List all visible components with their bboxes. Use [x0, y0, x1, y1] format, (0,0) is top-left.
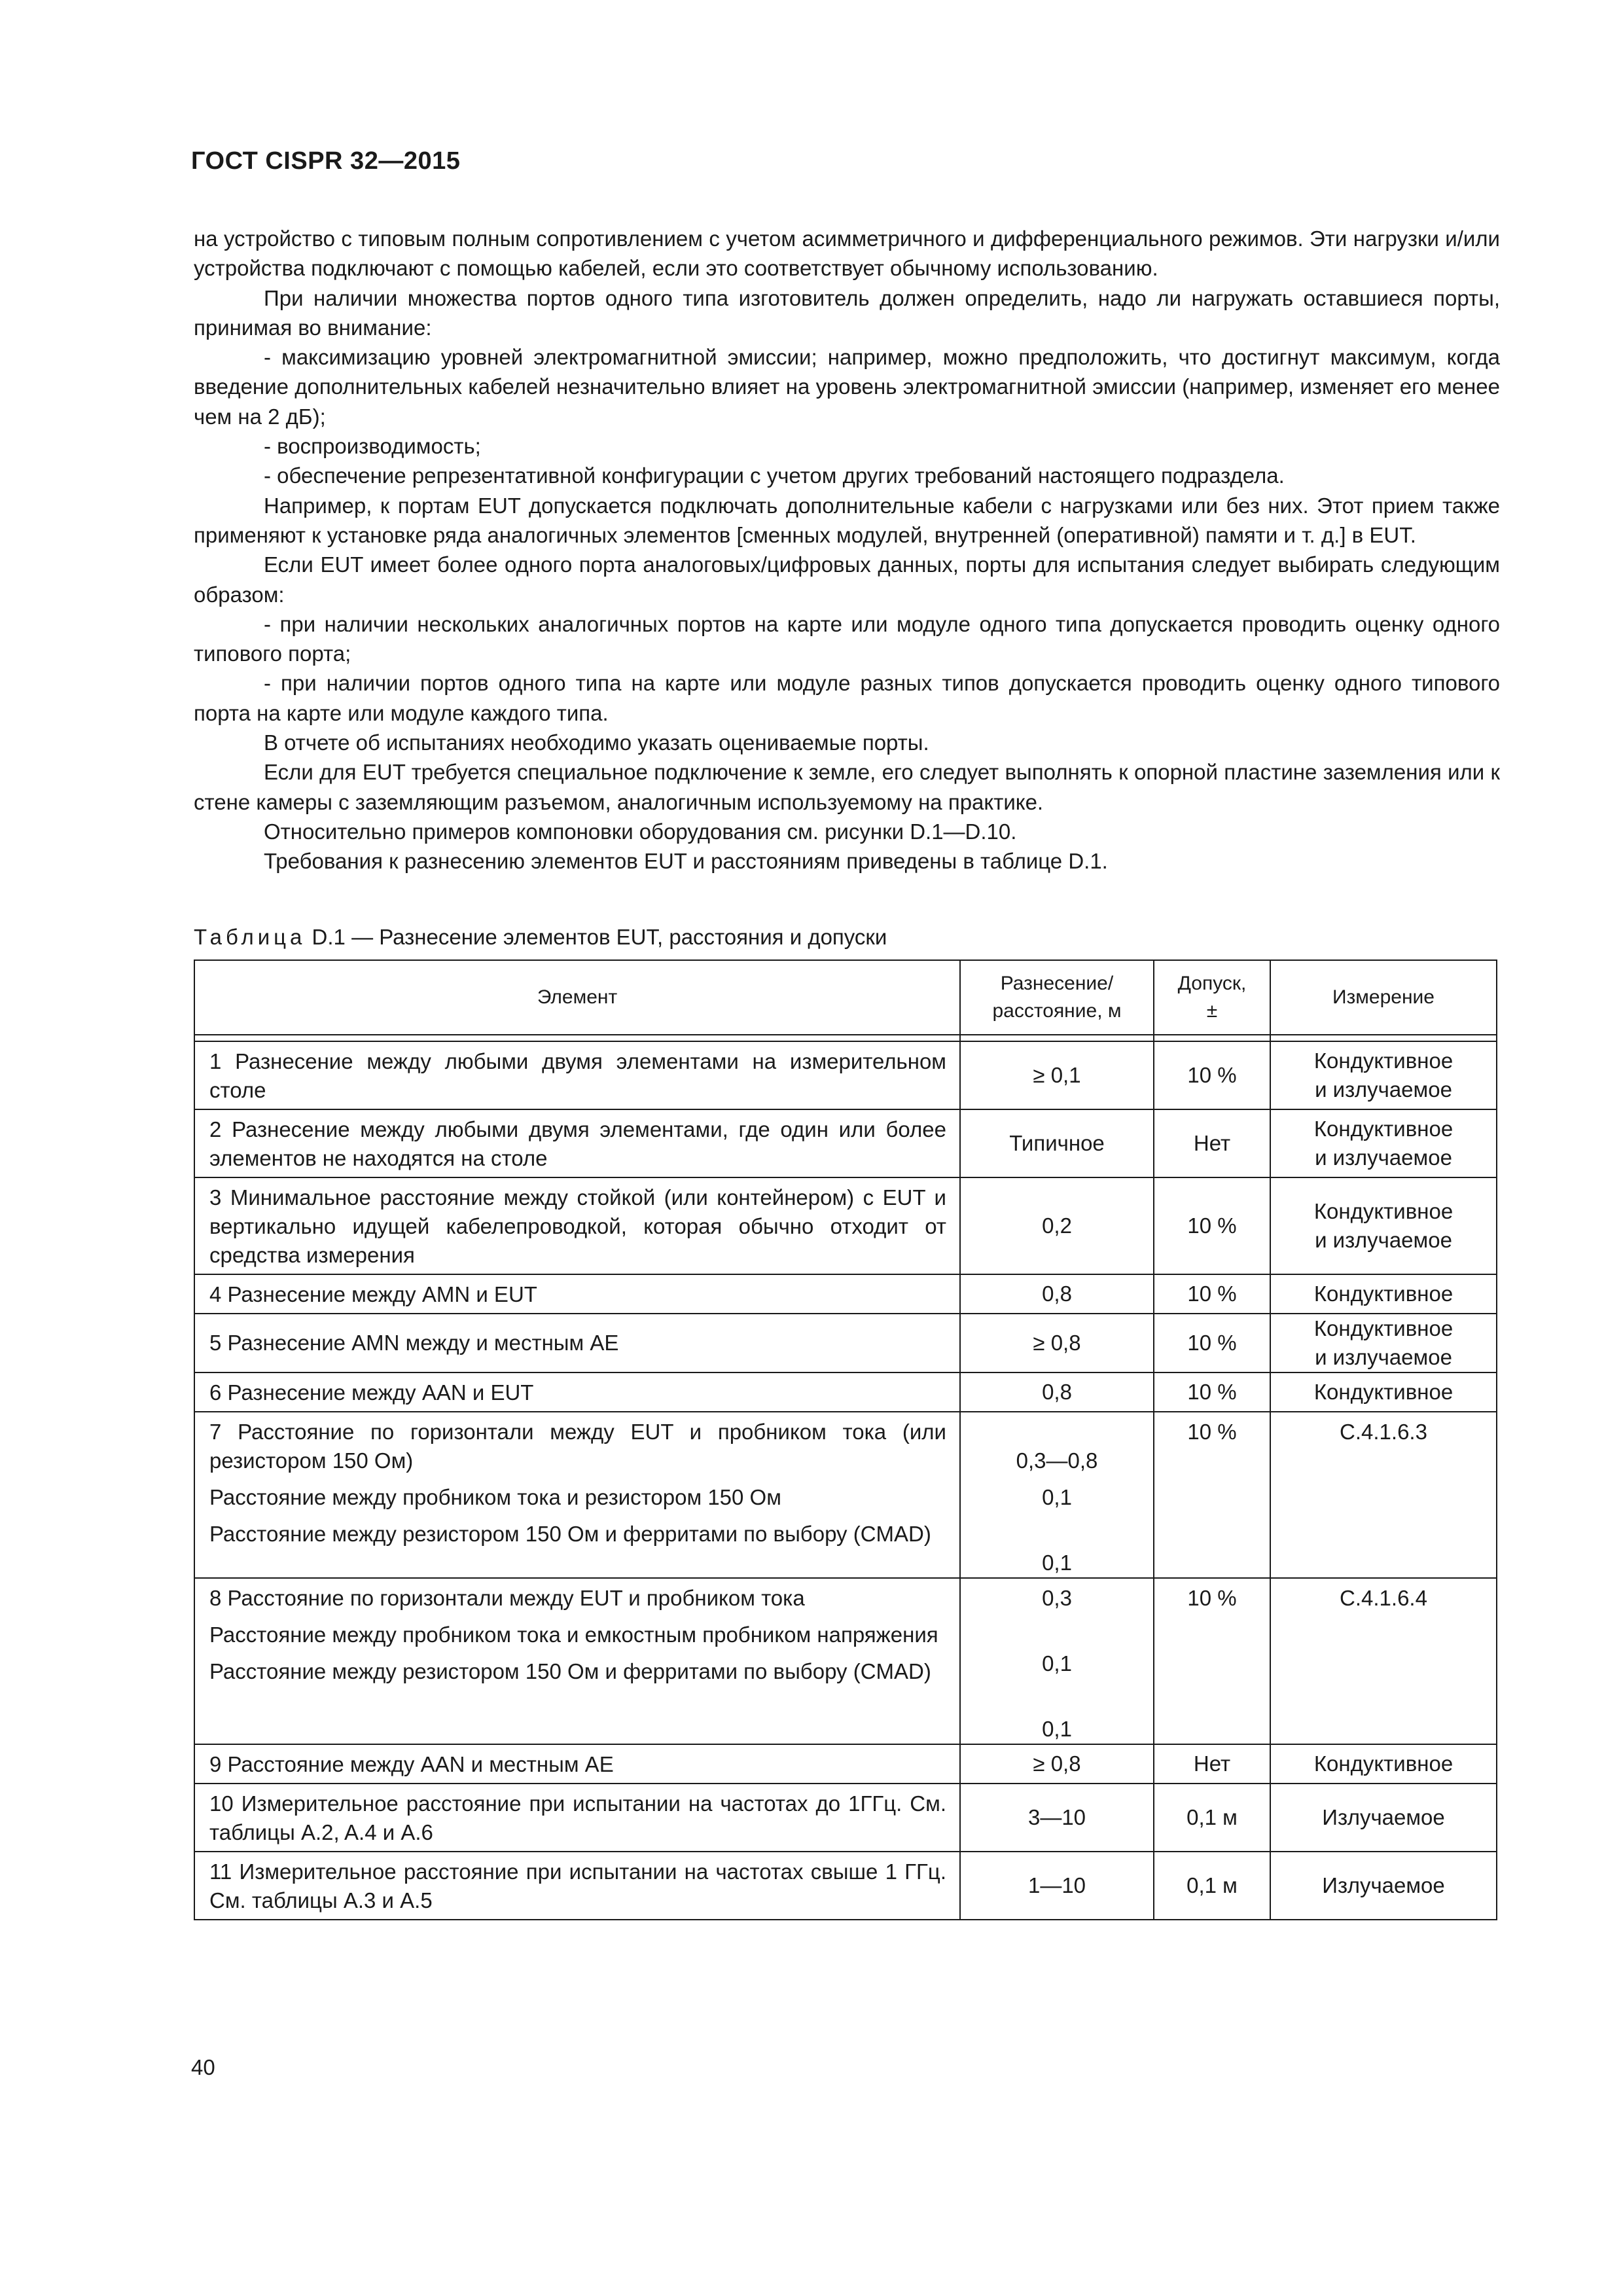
header-distance: Разнесение/ расстояние, м [960, 960, 1154, 1035]
cell-tolerance: 10 % [1154, 1274, 1270, 1314]
table-caption-label: Таблица [194, 925, 306, 949]
paragraph: Например, к портам EUT допускается подключать дополнительные кабели с нагрузками или без них. Этот прием также применяют к установке ряда аналогичных элементов [сменных модулей, внутренней (оперативной) памяти и т. д.] в EUT. [194, 493, 1500, 547]
paragraph: В отчете об испытаниях необходимо указать оцениваемые порты. [264, 730, 929, 755]
cell-measurement: Излучаемое [1270, 1852, 1497, 1920]
table-row [194, 1744, 1497, 1784]
table-spacer [194, 1035, 1497, 1041]
body-text [194, 224, 1500, 876]
cell-element: 2 Разнесение между любыми двумя элементами, где один или более элементов не находятся на столе [194, 1109, 960, 1177]
paragraph: - максимизацию уровней электромагнитной эмиссии; например, можно предположить, что достигнут максимум, когда введение дополнительных кабелей незначительно влияет на уровень электромагнитной эмиссии (например, изменяет его менее чем на 2 дБ); [194, 345, 1500, 429]
table-row [194, 1041, 1497, 1109]
table-d1 [194, 960, 1497, 1920]
table-row [194, 1852, 1497, 1920]
page-number: 40 [191, 2055, 215, 2079]
cell-element: 6 Разнесение между AAN и EUT [194, 1372, 960, 1412]
cell-element: 3 Минимальное расстояние между стойкой (или контейнером) с EUT и вертикально идущей кабелепроводкой, которая обычно отходит от средства измерения [194, 1177, 960, 1274]
cell-distance: 0,2 [960, 1177, 1154, 1274]
cell-distance: ≥ 0,1 [960, 1041, 1154, 1109]
cell-tolerance: 0,1 м [1154, 1784, 1270, 1852]
cell-distance: 1—10 [960, 1852, 1154, 1920]
cell-element: 1 Разнесение между любыми двумя элементами на измерительном столе [194, 1041, 960, 1109]
cell-measurement: Кондуктивное [1270, 1372, 1497, 1412]
paragraph: - при наличии портов одного типа на карте или модуле разных типов допускается проводить оценку одного типового порта на карте или модуле каждого типа. [194, 671, 1500, 725]
paragraph: - при наличии нескольких аналогичных портов на карте или модуле одного типа допускается проводить оценку одного типового порта; [194, 611, 1500, 666]
cell-distance: 0,3—0,8 0,1 0,1 [960, 1412, 1154, 1578]
cell-tolerance: Нет [1154, 1109, 1270, 1177]
paragraph: - воспроизводимость; [264, 434, 481, 459]
cell-measurement: Кондуктивное [1270, 1274, 1497, 1314]
cell-element: 11 Измерительное расстояние при испытании на частотах свыше 1 ГГц. См. таблицы A.3 и A.5 [194, 1852, 960, 1920]
cell-measurement: Кондуктивное [1270, 1744, 1497, 1784]
cell-tolerance: 10 % [1154, 1177, 1270, 1274]
paragraph: При наличии множества портов одного типа изготовитель должен определить, надо ли нагружать оставшиеся порты, принимая во внимание: [194, 285, 1500, 340]
cell-measurement: Кондуктивное и излучаемое [1270, 1041, 1497, 1109]
cell-distance: ≥ 0,8 [960, 1744, 1154, 1784]
cell-distance: 3—10 [960, 1784, 1154, 1852]
cell-element: 9 Расстояние между AAN и местным AE [194, 1744, 960, 1784]
cell-tolerance: 10 % [1154, 1041, 1270, 1109]
cell-element: 8 Расстояние по горизонтали между EUT и пробником тока Расстояние между пробником тока и емкостным пробником напряжения Расстояние между резистором 150 Ом и ферритами по выбору (CMAD) [194, 1578, 960, 1744]
table-row [194, 1274, 1497, 1314]
cell-tolerance: 10 % [1154, 1314, 1270, 1372]
table-row [194, 1109, 1497, 1177]
cell-tolerance: 10 % [1154, 1412, 1270, 1578]
cell-element: 5 Разнесение AMN между и местным AE [194, 1314, 960, 1372]
paragraph: Относительно примеров компоновки оборудования см. рисунки D.1—D.10. [264, 819, 1017, 844]
paragraph: Если EUT имеет более одного порта аналоговых/цифровых данных, порты для испытания следует выбирать следующим образом: [194, 552, 1500, 607]
cell-tolerance: Нет [1154, 1744, 1270, 1784]
table-row [194, 1578, 1497, 1744]
document-header: ГОСТ CISPR 32—2015 [191, 147, 461, 175]
header-element: Элемент [194, 960, 960, 1035]
cell-distance: Типичное [960, 1109, 1154, 1177]
cell-measurement: C.4.1.6.3 [1270, 1412, 1497, 1578]
header-tolerance: Допуск, ± [1154, 960, 1270, 1035]
cell-distance: 0,8 [960, 1274, 1154, 1314]
paragraph: - обеспечение репрезентативной конфигурации с учетом других требований настоящего подраздела. [264, 463, 1285, 488]
cell-measurement: Кондуктивное и излучаемое [1270, 1109, 1497, 1177]
paragraph: на устройство с типовым полным сопротивлением с учетом асимметричного и дифференциального режимов. Эти нагрузки и/или устройства подключают с помощью кабелей, если это соответствует обычному использованию. [194, 226, 1500, 281]
table-row [194, 1784, 1497, 1852]
cell-element: 10 Измерительное расстояние при испытании на частотах до 1ГГц. См. таблицы A.2, A.4 и A.6 [194, 1784, 960, 1852]
table-caption [194, 925, 887, 950]
cell-measurement: Кондуктивное и излучаемое [1270, 1177, 1497, 1274]
table-row [194, 1412, 1497, 1578]
cell-distance: 0,8 [960, 1372, 1154, 1412]
cell-measurement: Кондуктивное и излучаемое [1270, 1314, 1497, 1372]
cell-tolerance: 10 % [1154, 1372, 1270, 1412]
cell-element: 4 Разнесение между AMN и EUT [194, 1274, 960, 1314]
table-caption-text: D.1 — Разнесение элементов EUT, расстояния и допуски [306, 925, 887, 949]
header-measurement: Измерение [1270, 960, 1497, 1035]
table-row [194, 1314, 1497, 1372]
cell-measurement: C.4.1.6.4 [1270, 1578, 1497, 1744]
paragraph: Если для EUT требуется специальное подключение к земле, его следует выполнять к опорной пластине заземления или к стене камеры с заземляющим разъемом, аналогичным используемому на практике. [194, 760, 1500, 814]
table-row [194, 1372, 1497, 1412]
cell-tolerance: 10 % [1154, 1578, 1270, 1744]
table-row [194, 1177, 1497, 1274]
cell-element: 7 Расстояние по горизонтали между EUT и пробником тока (или резистором 150 Ом) Расстояние между пробником тока и резистором 150 Ом Расстояние между резистором 150 Ом и ферритами по выбору (CMAD) [194, 1412, 960, 1578]
cell-tolerance: 0,1 м [1154, 1852, 1270, 1920]
cell-distance: ≥ 0,8 [960, 1314, 1154, 1372]
paragraph: Требования к разнесению элементов EUT и расстояниям приведены в таблице D.1. [264, 849, 1108, 874]
cell-distance: 0,3 0,1 0,1 [960, 1578, 1154, 1744]
table-header-row [194, 960, 1497, 1035]
cell-measurement: Излучаемое [1270, 1784, 1497, 1852]
